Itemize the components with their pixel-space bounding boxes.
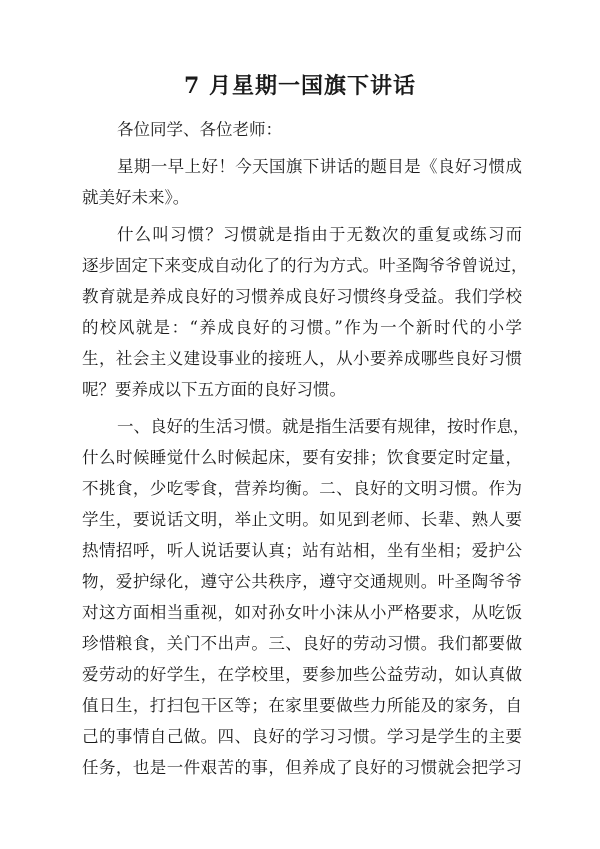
paragraph-line: 值日生，打扫包干区等；在家里要做些力所能及的家务，自: [82, 696, 522, 715]
paragraph-line: 生，社会主义建设事业的接班人，从小要养成哪些良好习惯: [82, 349, 522, 368]
paragraph-line: 物，爱护绿化，遵守公共秩序，遵守交通规则。叶圣陶爷爷: [82, 572, 522, 591]
paragraph-line: 逐步固定下来变成自动化了的行为方式。叶圣陶爷爷曾说过，: [82, 256, 528, 275]
paragraph-line: 星期一早上好！今天国旗下讲话的题目是《良好习惯成: [117, 157, 522, 176]
paragraph-line: 热情招呼，听人说话要认真；站有站相，坐有坐相；爱护公: [82, 541, 522, 560]
paragraph-line: 各位同学、各位老师：: [117, 120, 282, 139]
paragraph-line: 不挑食，少吃零食，营养均衡。二、良好的文明习惯。作为: [82, 479, 522, 498]
paragraph-line: 教育就是养成良好的习惯养成良好习惯终身受益。我们学校: [82, 287, 522, 306]
document-body: [82, 114, 530, 783]
paragraph-line: 一、良好的生活习惯。就是指生活要有规律，按时作息，: [117, 417, 530, 436]
paragraph-line: 什么叫习惯？习惯就是指由于无数次的重复或练习而: [117, 225, 522, 244]
paragraph-line: 学生，要说话文明，举止文明。如见到老师、长辈、熟人要: [82, 510, 522, 529]
paragraph-line: 呢？要养成以下五方面的良好习惯。: [82, 380, 346, 399]
paragraph-line: 什么时候睡觉什么时候起床，要有安排；饮食要定时定量，: [82, 448, 522, 467]
paragraph-line: 爱劳动的好学生，在学校里，要参加些公益劳动，如认真做: [82, 665, 522, 684]
paragraph-line: 任务，也是一件艰苦的事，但养成了良好的习惯就会把学习: [82, 758, 522, 777]
paragraph-line: 对这方面相当重视，如对孙女叶小沫从小严格要求，从吃饭: [82, 603, 522, 622]
paragraph-line: 己的事情自己做。四、良好的学习习惯。学习是学生的主要: [82, 727, 522, 746]
document-title: 7 月星期一国旗下讲话: [184, 73, 416, 99]
paragraph-line: 珍惜粮食，关门不出声。三、良好的劳动习惯。我们都要做: [82, 634, 522, 653]
paragraph-line: 就美好未来》。: [82, 188, 190, 207]
paragraph-line: 的校风就是：“养成良好的习惯。”作为一个新时代的小学: [82, 318, 522, 337]
